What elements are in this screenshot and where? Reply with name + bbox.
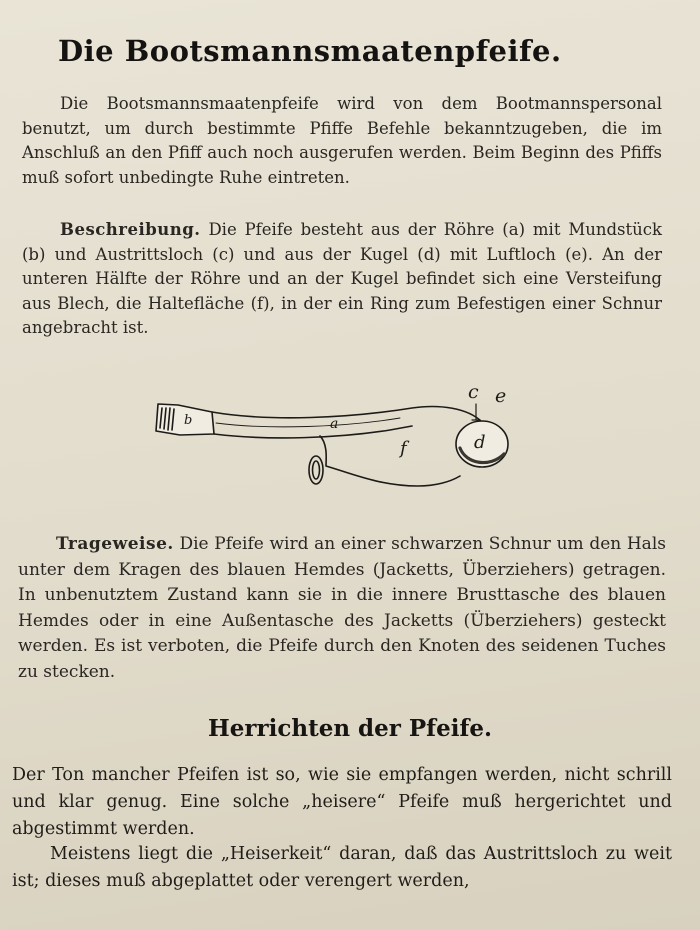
preparation-paragraph-2: Meistens liegt die „Heiserkeit“ daran, daß das Austrittsloch zu weit ist; dieses muß abgeplattet oder verengert werden, [12,844,672,891]
description-paragraph [22,218,662,341]
label-e: e [495,385,507,407]
section-heading: Herrichten der Pfeife. [208,715,492,742]
label-c: c [468,381,479,403]
carrying-paragraph [18,532,666,685]
label-a: a [330,416,339,432]
intro-paragraph: Die Bootsmannsmaatenpfeife wird von dem Bootmannspersonal benutzt, um durch bestimmte Pfiffe Befehle bekanntzugeben, die im Anschluß an den Pfiff auch noch ausgerufen werden. Beim Beginn des Pfiffs muß sofort unbedingte Ruhe eintreten. [22,94,662,187]
label-f: f [400,438,407,459]
preparation-paragraph-1: Der Ton mancher Pfeifen ist so, wie sie empfangen werden, nicht schrill und klar genug. Eine solche „heisere“ Pfeife muß hergerichtet und abgestimmt werden. [12,765,672,839]
description-text: Die Pfeife besteht aus der Röhre (a) mit Mundstück (b) und Austrittsloch (c) und aus der Kugel (d) mit Luftloch (e). An der unteren Hälfte der Röhre und an der Kugel befindet sich eine Versteifung aus Blech, die Haltefläche (f), in der ein Ring zum Befestigen einer Schnur angebracht ist. [22,220,662,337]
carrying-text: Die Pfeife wird an einer schwarzen Schnur um den Hals unter dem Kragen des blauen Hemdes (Jacketts, Überziehers) getragen. In unbenutztem Zustand kann sie in die innere Brusttasche des blauen Hemdes oder in eine Außentasche des Jacketts (Überziehers) gesteckt werden. Es ist verboten, die Pfeife durch den Knoten des seidenen Tuches zu stecken. [18,534,666,682]
description-lead: Beschreibung. [60,220,201,239]
whistle-illustration [150,378,520,496]
page-title: Die Bootsmannsmaatenpfeife. [58,34,562,68]
label-b: b [184,413,193,428]
carrying-lead: Trageweise. [56,534,174,554]
label-d: d [474,432,486,453]
